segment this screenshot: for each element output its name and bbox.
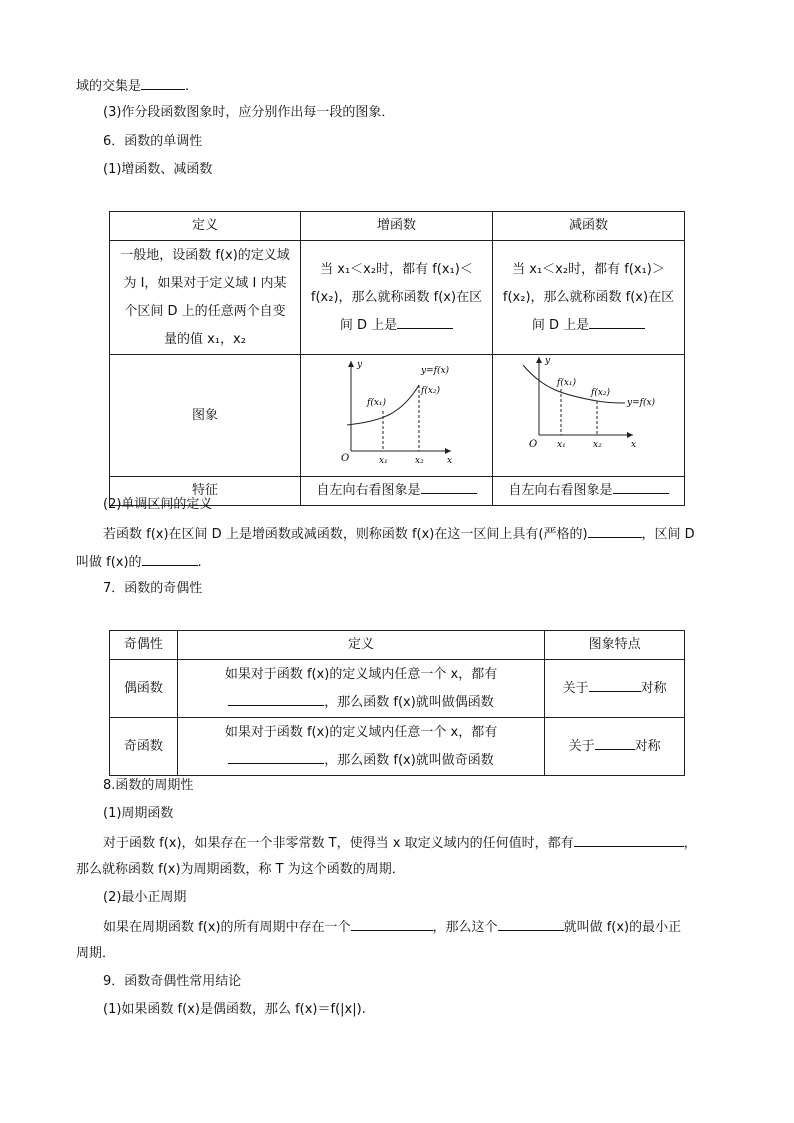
inc-line: f(x₂)，那么就称函数 f(x)在区 [310, 289, 483, 305]
para-text: . [197, 555, 202, 570]
odd-function-feature [545, 718, 685, 776]
increasing-graph [301, 355, 491, 465]
x2-label: x₂ [415, 456, 425, 465]
section-8-para-2: 那么就称函数 f(x)为周期函数，称 T 为这个函数的周期． [76, 862, 405, 877]
curve-label: y=f(x) [627, 398, 656, 408]
fx1-label: f(x₁) [367, 398, 387, 408]
section-8-para-3 [103, 917, 681, 937]
definition-cell [110, 241, 301, 355]
answer-blank[interactable] [574, 833, 684, 847]
even-function-label: 偶函数 [110, 660, 178, 718]
feature-text: 关于 [562, 680, 589, 696]
def-line: 为 I，如果对于定义域 I 内某 [123, 275, 287, 291]
curve-label: y=f(x) [421, 366, 450, 376]
section-8-para-4: 周期． [76, 946, 116, 961]
answer-blank[interactable] [397, 315, 453, 329]
x-axis-label: x [447, 456, 453, 465]
even-function-feature [545, 660, 685, 718]
parity-table [109, 630, 685, 776]
section-9-title: 9．函数奇偶性常用结论 [103, 974, 242, 989]
origin-label: O [341, 453, 350, 464]
def-line: 一般地，设函数 f(x)的定义域 [120, 247, 290, 263]
intro-text: 域的交集是 [76, 79, 142, 94]
answer-blank[interactable] [141, 76, 185, 90]
answer-blank[interactable] [589, 315, 645, 329]
section-9-para-1: (1)如果函数 f(x)是偶函数，那么 f(x)＝f(|x|). [103, 1002, 366, 1017]
answer-blank[interactable] [351, 917, 433, 931]
section-7-title: 7．函数的奇偶性 [103, 581, 203, 596]
monotonic-table [109, 211, 685, 506]
x1-label: x₁ [557, 440, 567, 450]
origin-label: O [529, 439, 538, 450]
header-parity: 奇偶性 [110, 631, 178, 660]
def-line: ，那么函数 f(x)就叫做奇函数 [324, 752, 494, 768]
header-definition: 定义 [110, 212, 301, 241]
decreasing-graph [493, 355, 683, 465]
answer-blank[interactable] [228, 692, 324, 706]
x1-label: x₁ [379, 456, 389, 465]
decreasing-graph-cell [492, 355, 684, 477]
answer-blank[interactable] [595, 736, 635, 750]
fx2-label: f(x₂) [591, 388, 611, 398]
para-text: ，那么这个 [432, 920, 498, 935]
section-6-para-1 [103, 524, 695, 544]
intro-line-1 [76, 76, 189, 96]
intro-end: . [185, 79, 190, 94]
feature-text: 关于 [568, 738, 595, 754]
para-text: 叫做 f(x)的 [76, 555, 142, 570]
def-line: ，那么函数 f(x)就叫做偶函数 [324, 694, 494, 710]
decreasing-definition-cell [492, 241, 684, 355]
section-6-para-2 [76, 552, 202, 572]
intro-line-2: (3)作分段函数图象时，应分别作出每一段的图象． [103, 105, 395, 120]
feature-text: 对称 [640, 680, 667, 696]
inc-line: 间 D 上是 [339, 317, 398, 333]
answer-blank[interactable] [228, 750, 324, 764]
answer-blank[interactable] [421, 480, 477, 494]
section-8-title: 8.函数的周期性 [103, 778, 194, 793]
increasing-graph-cell [301, 355, 493, 477]
fx1-label: f(x₁) [557, 378, 577, 388]
answer-blank[interactable] [589, 678, 641, 692]
feature-label-cell: 特征 [110, 477, 301, 506]
para-text: ， [683, 836, 697, 851]
para-text: 对于函数 f(x)，如果存在一个非零常数 T，使得当 x 取定义域内的任何值时，都有 [103, 836, 574, 851]
odd-function-definition [177, 718, 544, 776]
increasing-definition-cell [301, 241, 493, 355]
section-8-sub1: (1)周期函数 [103, 806, 174, 821]
feature-increasing-cell [301, 477, 493, 506]
section-8-para-1 [103, 833, 697, 853]
feature-text: 自左向右看图象是 [316, 483, 421, 498]
answer-blank[interactable] [588, 524, 642, 538]
def-line: 如果对于函数 f(x)的定义域内任意一个 x，都有 [224, 666, 498, 682]
dec-line: f(x₂)，那么就称函数 f(x)在区 [502, 289, 675, 305]
def-line: 如果对于函数 f(x)的定义域内任意一个 x，都有 [224, 724, 498, 740]
def-line: 个区间 D 上的任意两个自变 [124, 303, 286, 319]
feature-decreasing-cell [492, 477, 684, 506]
header-increasing: 增函数 [301, 212, 493, 241]
header-definition: 定义 [177, 631, 544, 660]
x2-label: x₂ [593, 440, 603, 450]
para-text: ，区间 D [641, 527, 695, 542]
section-6-title: 6．函数的单调性 [103, 134, 203, 149]
y-axis-label: y [357, 360, 363, 370]
section-6-sub2: (2)单调区间的定义 [103, 497, 213, 512]
even-function-definition [177, 660, 544, 718]
answer-blank[interactable] [498, 917, 564, 931]
answer-blank[interactable] [613, 480, 669, 494]
dec-line: 当 x₁＜x₂时，都有 f(x₁)＞ [512, 261, 665, 277]
fx2-label: f(x₂) [421, 386, 441, 396]
dec-line: 间 D 上是 [531, 317, 590, 333]
x-axis-label: x [631, 440, 637, 450]
section-8-sub2: (2)最小正周期 [103, 890, 187, 905]
para-text: 若函数 f(x)在区间 D 上是增函数或减函数，则称函数 f(x)在这一区间上具有(严格的) [103, 527, 588, 542]
graph-label-cell: 图象 [110, 355, 301, 477]
answer-blank[interactable] [142, 552, 198, 566]
header-decreasing: 减函数 [492, 212, 684, 241]
header-graph-feature: 图象特点 [545, 631, 685, 660]
inc-line: 当 x₁＜x₂时，都有 f(x₁)＜ [320, 261, 473, 277]
para-text: 如果在周期函数 f(x)的所有周期中存在一个 [103, 920, 351, 935]
para-text: 就叫做 f(x)的最小正 [563, 920, 682, 935]
feature-text: 对称 [634, 738, 661, 754]
odd-function-label: 奇函数 [110, 718, 178, 776]
section-6-sub1: (1)增函数、减函数 [103, 162, 213, 177]
def-line: 量的值 x₁，x₂ [164, 331, 246, 347]
y-axis-label: y [545, 356, 551, 366]
feature-text: 自左向右看图象是 [508, 483, 613, 498]
